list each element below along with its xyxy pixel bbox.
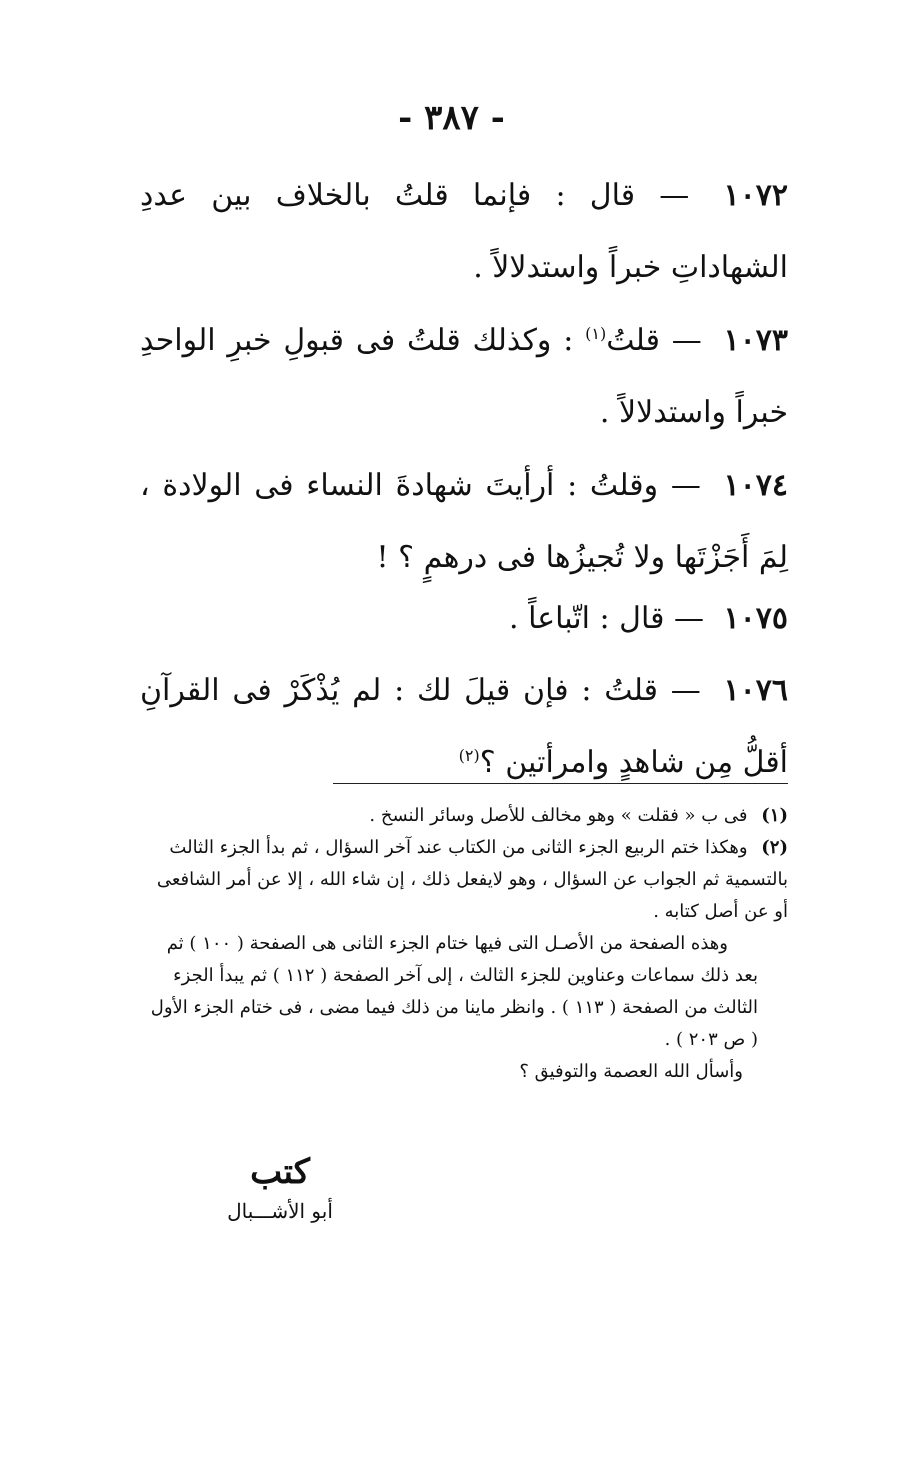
footnote-number: (٢) — [761, 837, 788, 858]
paragraph-body: : وكذلك قلتُ فى قبولِ خبرِ الواحدِ خبراً واستدلالاً . — [140, 323, 788, 430]
paragraph-body: قال : اتّباعاً . — [509, 601, 665, 636]
paragraph-dash: — — [674, 601, 704, 636]
footnote-1 — [140, 800, 788, 832]
paragraph-text — [140, 305, 788, 449]
footnotes — [140, 800, 788, 1088]
paragraph-1074 — [140, 450, 788, 594]
signature-name: أبو الأشـــبال — [227, 1199, 333, 1223]
paragraph-body: وقلتُ : أرأيتَ شهادةَ النساء فى الولادة ، لِمَ أَجَزْتَها ولا تُجيزُها فى درهمٍ ؟ ! — [140, 468, 788, 575]
paragraph-number: ١٠٧٤ — [723, 468, 788, 503]
paragraph-1075 — [140, 583, 788, 655]
footnote-extra: وهذه الصفحة من الأصـل التى فيها ختام الجزء الثانى هى الصفحة ( ١٠٠ ) ثم بعد ذلك سماعات وعناوين للجزء الثالث ، إلى آخر الصفحة ( ١١٢ ) ثم يبدأ الجزء الثالث من الصفحة ( ١١٣ ) . وانظر ماينا من ذلك فيما مضى ، فى ختام الجزء الأول ( ص ٢٠٣ ) . — [150, 933, 758, 1050]
paragraph-number: ١٠٧٢ — [723, 178, 788, 213]
paragraph-body: قلتُ : فإن قيلَ لك : لم يُذْكَرْ فى القرآنِ أقلُّ مِن شاهدٍ وامرأتين ؟ — [140, 673, 788, 780]
paragraph-number: ١٠٧٣ — [723, 323, 788, 358]
paragraph-dash: — — [670, 673, 701, 708]
paragraph-dash: — — [659, 178, 690, 213]
footnote-divider — [333, 783, 788, 784]
footnote-text: وهكذا ختم الربيع الجزء الثانى من الكتاب عند آخر السؤال ، ثم بدأ الجزء الثالث بالتسمية ثم الجواب عن السؤال ، وهو لايفعل ذلك ، إن شاء الله ، إلا عن أمر الشافعى أو عن أصل كتابه . — [156, 837, 788, 922]
paragraph-body: قال : فإنما قلتُ بالخلاف بين عددِ الشهاداتِ خبراً واستدلالاً . — [140, 178, 788, 285]
footnote-number: (١) — [761, 805, 788, 826]
paragraph-text — [140, 583, 788, 655]
signature — [200, 1150, 360, 1228]
paragraph-number: ١٠٧٥ — [723, 601, 788, 636]
signature-kataba: كتب — [250, 1152, 310, 1192]
paragraph-1073 — [140, 305, 788, 449]
paragraph-text — [140, 160, 788, 304]
footnote-ref: (١) — [585, 324, 607, 343]
paragraph-body: قلتُ — [606, 323, 660, 358]
paragraph-dash: — — [671, 323, 702, 358]
paragraph-text — [140, 450, 788, 594]
closing-line: وأسأل الله العصمة والتوفيق ؟ — [519, 1061, 743, 1082]
footnote-ref: (٢) — [458, 746, 480, 765]
footnote-text: فى ب « فقلت » وهو مخالف للأصل وسائر النسخ . — [369, 805, 748, 826]
paragraph-1076 — [140, 655, 788, 799]
page-number: - ٣٨٧ - — [398, 98, 505, 138]
paragraph-number: ١٠٧٦ — [723, 673, 788, 708]
footnote-2 — [140, 832, 788, 928]
paragraph-text — [140, 655, 788, 799]
paragraph-1072 — [140, 160, 788, 304]
paragraph-dash: — — [670, 468, 701, 503]
